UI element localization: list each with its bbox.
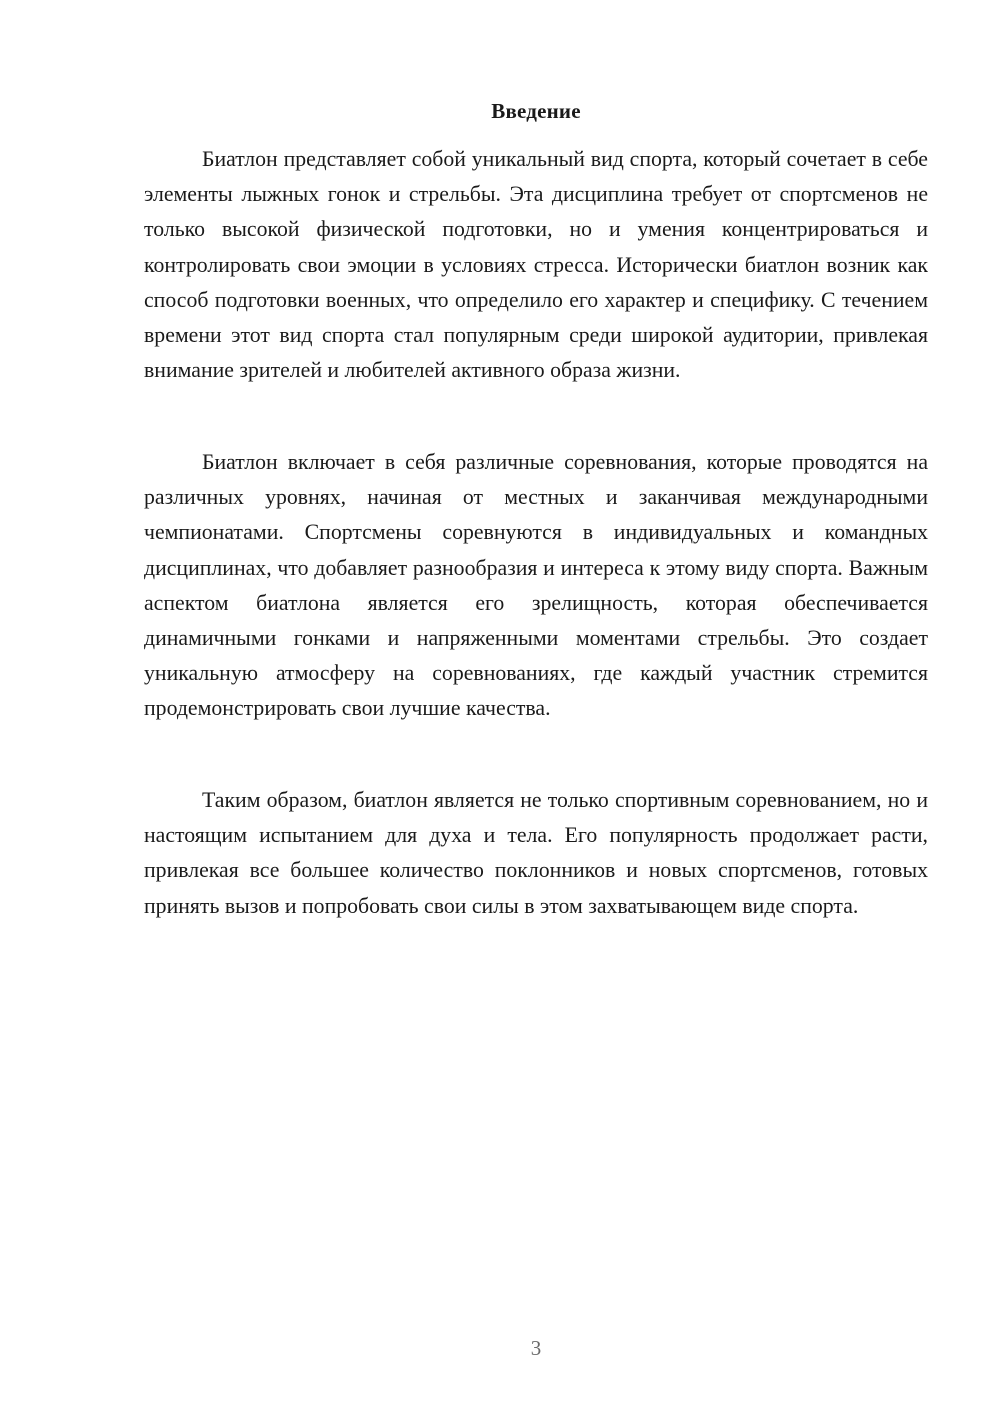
paragraph-conclusion: Таким образом, биатлон является не только спортивным соревнованием, но и настоящим испытанием для духа и тела. Его популярность продолжает расти, привлекая все большее количество поклонников и новых спортсменов, готовых принять вызов и попробовать свои силы в этом захватывающем виде спорта.: [144, 788, 928, 918]
section-title: Введение: [491, 99, 581, 123]
paragraph-competitions: Биатлон включает в себя различные соревнования, которые проводятся на различных уровнях, начиная от местных и заканчивая международными чемпионатами. Спортсмены соревнуются в индивидуальных и командных дисциплинах, что добавляет разнообразия и интереса к этому виду спорта. Важным аспектом биатлона является его зрелищность, которая обеспечивается динамичными гонками и напряженными моментами стрельбы. Это создает уникальную атмосферу на соревнованиях, где каждый участник стремится продемонстрировать свои лучшие качества.: [144, 450, 928, 721]
page-number: 3: [530, 1336, 542, 1360]
paragraph-intro: Биатлон представляет собой уникальный вид спорта, который сочетает в себе элементы лыжных гонок и стрельбы. Эта дисциплина требует от спортсменов не только высокой физической подготовки, но и умения концентрироваться и контролировать свои эмоции в условиях стресса. Исторически биатлон возник как способ подготовки военных, что определило его характер и специфику. С течением времени этот вид спорта стал популярным среди широкой аудитории, привлекая внимание зрителей и любителей активного образа жизни.: [144, 147, 928, 383]
